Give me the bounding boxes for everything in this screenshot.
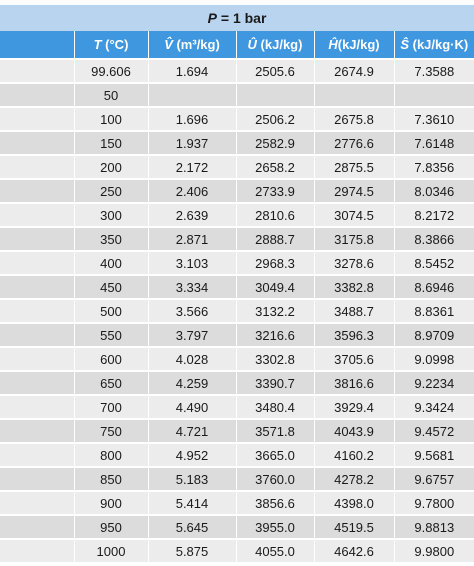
table-cell: 9.2234 — [394, 371, 474, 395]
superheated-steam-table — [0, 5, 474, 562]
table-cell: 99.606 — [74, 59, 148, 83]
table-row — [0, 59, 474, 83]
table-cell: 50 — [74, 83, 148, 107]
table-cell: 9.3424 — [394, 395, 474, 419]
table-cell: 950 — [74, 515, 148, 539]
table-cell — [0, 539, 74, 562]
table-row — [0, 443, 474, 467]
table-cell: 1.696 — [148, 107, 236, 131]
table-cell — [0, 275, 74, 299]
column-header-unit: (°C) — [101, 37, 129, 52]
table-cell: 2674.9 — [314, 59, 394, 83]
table-cell: 2675.8 — [314, 107, 394, 131]
table-row — [0, 371, 474, 395]
table-cell — [0, 107, 74, 131]
table-cell — [0, 395, 74, 419]
table-cell: 3488.7 — [314, 299, 394, 323]
table-row — [0, 515, 474, 539]
table-cell: 3480.4 — [236, 395, 314, 419]
table-cell: 3175.8 — [314, 227, 394, 251]
table-cell: 150 — [74, 131, 148, 155]
table-cell — [314, 83, 394, 107]
table-cell: 3856.6 — [236, 491, 314, 515]
table-row — [0, 323, 474, 347]
table-cell: 4398.0 — [314, 491, 394, 515]
table-cell: 3571.8 — [236, 419, 314, 443]
table-cell: 750 — [74, 419, 148, 443]
table-cell: 3302.8 — [236, 347, 314, 371]
table-cell: 3216.6 — [236, 323, 314, 347]
table-cell: 8.0346 — [394, 179, 474, 203]
table-cell: 1.937 — [148, 131, 236, 155]
table-cell: 4043.9 — [314, 419, 394, 443]
table-cell: 5.414 — [148, 491, 236, 515]
table-cell: 3760.0 — [236, 467, 314, 491]
table-cell: 3.797 — [148, 323, 236, 347]
column-header-variable: Ĥ — [328, 37, 338, 52]
table-cell: 2733.9 — [236, 179, 314, 203]
table-cell — [0, 299, 74, 323]
table-cell: 550 — [74, 323, 148, 347]
table-cell — [0, 131, 74, 155]
table-row — [0, 395, 474, 419]
table-cell — [0, 251, 74, 275]
table-cell — [0, 371, 74, 395]
table-cell: 4.721 — [148, 419, 236, 443]
table-cell — [236, 83, 314, 107]
table-cell: 400 — [74, 251, 148, 275]
table-cell: 4.028 — [148, 347, 236, 371]
table-cell — [0, 515, 74, 539]
column-header-0 — [0, 31, 74, 59]
table-cell — [0, 83, 74, 107]
table-cell: 8.6946 — [394, 275, 474, 299]
table-cell: 8.8361 — [394, 299, 474, 323]
table-cell: 4.952 — [148, 443, 236, 467]
table-cell: 3705.6 — [314, 347, 394, 371]
table-cell: 2582.9 — [236, 131, 314, 155]
table-cell: 300 — [74, 203, 148, 227]
table-cell: 2506.2 — [236, 107, 314, 131]
table-cell — [0, 419, 74, 443]
column-header-variable: T — [93, 37, 102, 52]
table-cell: 4642.6 — [314, 539, 394, 562]
table-cell: 7.6148 — [394, 131, 474, 155]
table-row — [0, 107, 474, 131]
table-cell: 7.8356 — [394, 155, 474, 179]
table-cell: 100 — [74, 107, 148, 131]
column-header-unit: (kJ/kg) — [256, 37, 303, 52]
table-cell — [0, 59, 74, 83]
column-header-unit: (m³/kg) — [172, 37, 220, 52]
table-cell: 500 — [74, 299, 148, 323]
column-header-3 — [236, 31, 314, 59]
table-cell: 8.3866 — [394, 227, 474, 251]
table-cell — [0, 347, 74, 371]
table-cell: 850 — [74, 467, 148, 491]
table-cell: 800 — [74, 443, 148, 467]
title-variable: P — [207, 10, 217, 26]
table-cell: 2968.3 — [236, 251, 314, 275]
column-header-variable: Ŝ — [400, 37, 409, 52]
table-cell — [0, 491, 74, 515]
table-cell: 600 — [74, 347, 148, 371]
table-row — [0, 179, 474, 203]
table-cell — [0, 203, 74, 227]
table-cell: 9.9800 — [394, 539, 474, 562]
table-cell: 350 — [74, 227, 148, 251]
table-cell: 3390.7 — [236, 371, 314, 395]
table-cell — [0, 179, 74, 203]
table-cell: 9.5681 — [394, 443, 474, 467]
table-cell: 2658.2 — [236, 155, 314, 179]
table-cell: 450 — [74, 275, 148, 299]
table-cell: 9.4572 — [394, 419, 474, 443]
table-cell: 9.6757 — [394, 467, 474, 491]
table-cell: 2810.6 — [236, 203, 314, 227]
table-cell: 5.645 — [148, 515, 236, 539]
table-cell: 3278.6 — [314, 251, 394, 275]
table-row — [0, 539, 474, 562]
table-row — [0, 419, 474, 443]
table-row — [0, 227, 474, 251]
table-cell — [148, 83, 236, 107]
table-cell: 9.8813 — [394, 515, 474, 539]
table-cell: 3049.4 — [236, 275, 314, 299]
table-cell — [0, 155, 74, 179]
table-cell: 5.875 — [148, 539, 236, 562]
table-row — [0, 155, 474, 179]
table-cell: 1.694 — [148, 59, 236, 83]
table-cell: 3.334 — [148, 275, 236, 299]
table-cell: 3074.5 — [314, 203, 394, 227]
column-header-4 — [314, 31, 394, 59]
table-cell: 4519.5 — [314, 515, 394, 539]
table-cell: 7.3588 — [394, 59, 474, 83]
table-cell: 2505.6 — [236, 59, 314, 83]
table-cell — [0, 467, 74, 491]
table-cell: 8.2172 — [394, 203, 474, 227]
column-header-variable: Û — [247, 37, 257, 52]
table-cell: 8.9709 — [394, 323, 474, 347]
table-cell: 4055.0 — [236, 539, 314, 562]
table-cell: 650 — [74, 371, 148, 395]
table-cell: 2.871 — [148, 227, 236, 251]
table-row — [0, 83, 474, 107]
table-cell: 3382.8 — [314, 275, 394, 299]
table-cell: 7.3610 — [394, 107, 474, 131]
table-cell: 2.639 — [148, 203, 236, 227]
table-cell: 5.183 — [148, 467, 236, 491]
table-cell: 200 — [74, 155, 148, 179]
table-cell: 700 — [74, 395, 148, 419]
table-row — [0, 131, 474, 155]
table-cell: 3665.0 — [236, 443, 314, 467]
table-row — [0, 491, 474, 515]
column-header-1 — [74, 31, 148, 59]
table-cell: 9.7800 — [394, 491, 474, 515]
table-cell: 4278.2 — [314, 467, 394, 491]
table-row — [0, 467, 474, 491]
table-cell: 8.5452 — [394, 251, 474, 275]
table-row — [0, 251, 474, 275]
table-cell: 2.172 — [148, 155, 236, 179]
table-row — [0, 203, 474, 227]
table-cell: 2776.6 — [314, 131, 394, 155]
column-header-unit: (kJ/kg) — [337, 37, 380, 52]
table-cell — [0, 323, 74, 347]
table-cell: 2875.5 — [314, 155, 394, 179]
column-header-unit: (kJ/kg·K) — [409, 37, 469, 52]
table-cell: 3929.4 — [314, 395, 394, 419]
table-cell: 4.259 — [148, 371, 236, 395]
table-cell: 3.566 — [148, 299, 236, 323]
table-cell: 2.406 — [148, 179, 236, 203]
table-row — [0, 275, 474, 299]
table-cell: 3596.3 — [314, 323, 394, 347]
table-cell: 250 — [74, 179, 148, 203]
table-cell — [394, 83, 474, 107]
table-cell: 3816.6 — [314, 371, 394, 395]
table-cell: 1000 — [74, 539, 148, 562]
table-body — [0, 59, 474, 562]
column-header-variable: V̂ — [164, 37, 173, 52]
column-header-row — [0, 31, 474, 59]
title-value: = 1 bar — [217, 10, 267, 26]
table-row — [0, 347, 474, 371]
column-header-2 — [148, 31, 236, 59]
table-cell: 3955.0 — [236, 515, 314, 539]
table-cell: 2974.5 — [314, 179, 394, 203]
table-cell: 4160.2 — [314, 443, 394, 467]
table-cell: 9.0998 — [394, 347, 474, 371]
table-cell — [0, 443, 74, 467]
table-cell: 900 — [74, 491, 148, 515]
table-title — [0, 5, 474, 31]
table-title-row — [0, 5, 474, 31]
table-cell — [0, 227, 74, 251]
column-header-5 — [394, 31, 474, 59]
table-cell: 4.490 — [148, 395, 236, 419]
table-cell: 3132.2 — [236, 299, 314, 323]
table-row — [0, 299, 474, 323]
table-cell: 2888.7 — [236, 227, 314, 251]
table-cell: 3.103 — [148, 251, 236, 275]
